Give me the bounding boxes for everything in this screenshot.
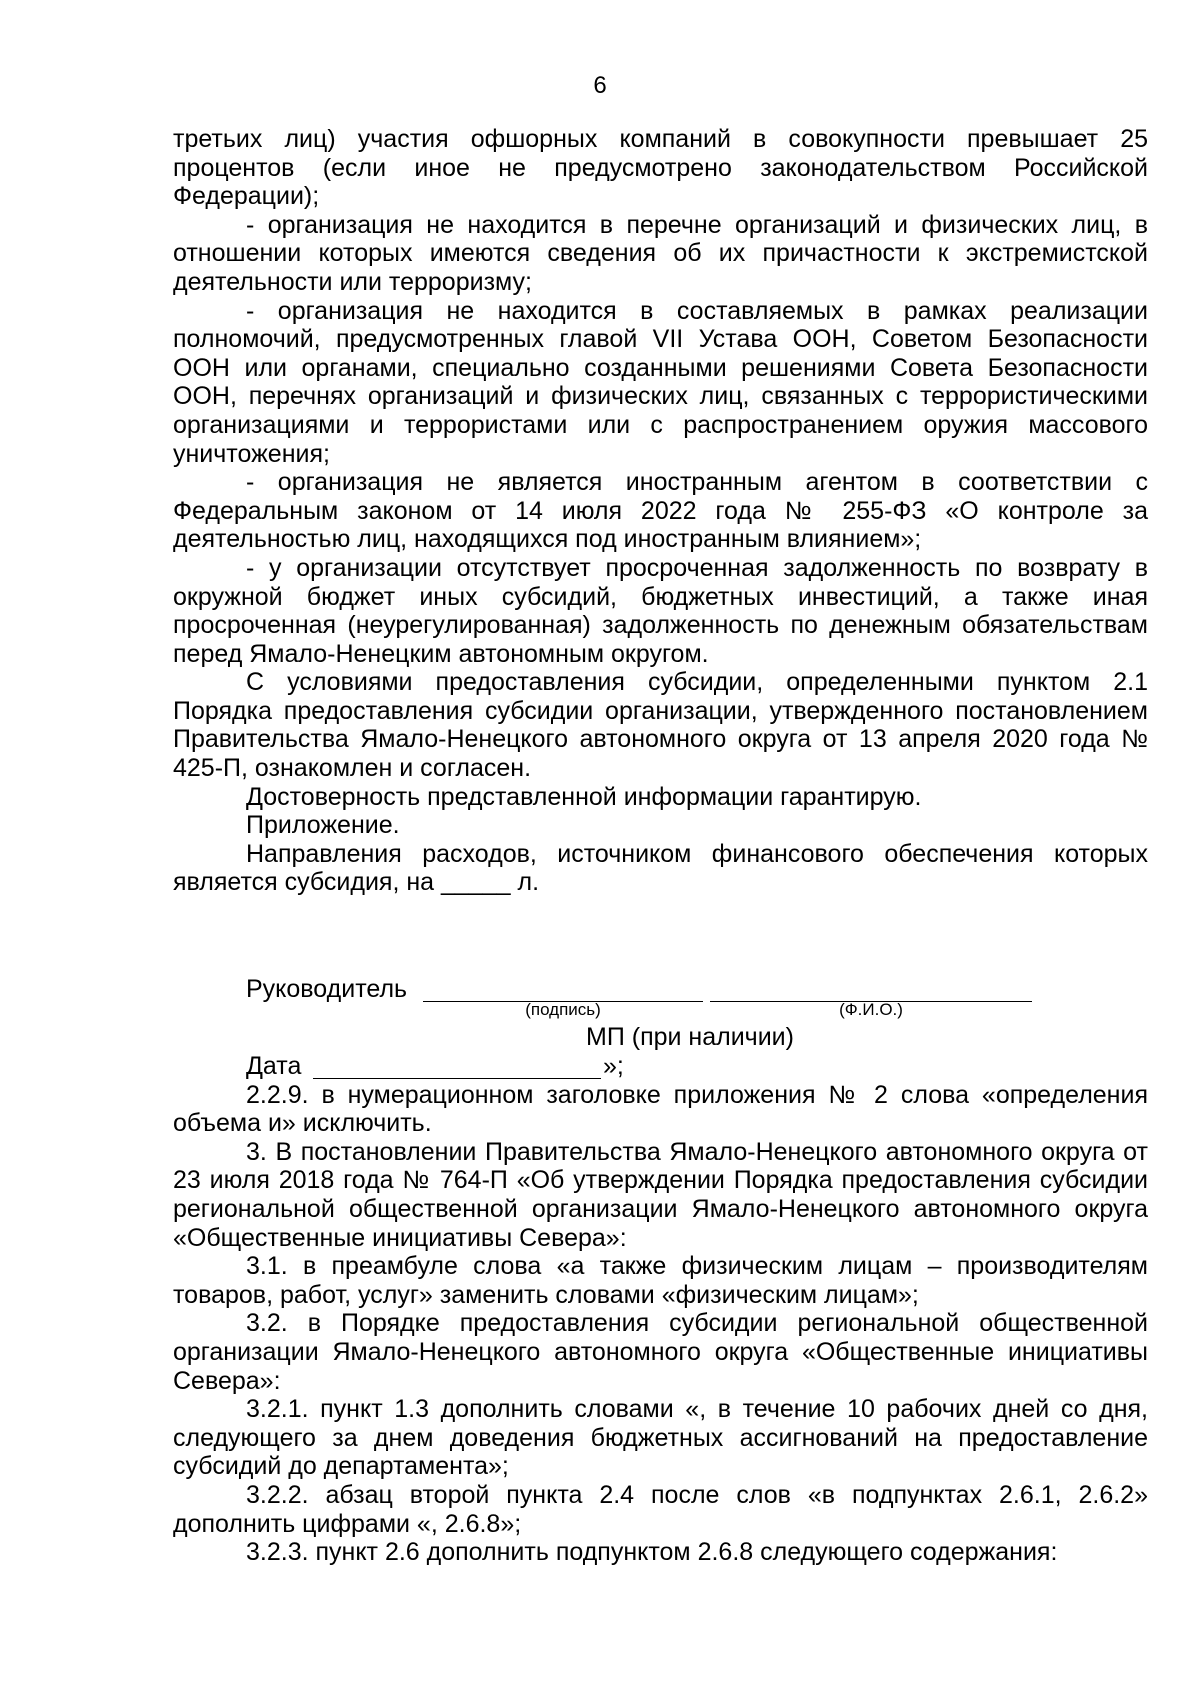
amendment-paragraph: 3.1. в преамбуле слова «а также физическим лицам – производителям товаров, работ, услуг» заменить словами «физическим лицам»; <box>173 1252 1148 1309</box>
signature-captions <box>173 1000 1148 1023</box>
paragraph: - организация не является иностранным агентом в соответствии с Федеральным законом от 14 июля 2022 года № 255-ФЗ «О контроле за деятельностью лиц, находящихся под иностранным влиянием»; <box>173 468 1148 554</box>
signature-label: Руководитель <box>246 975 408 1004</box>
amendment-paragraph: 3.2.2. абзац второй пункта 2.4 после слов «в подпунктах 2.6.1, 2.6.2» дополнить цифрами «, 2.6.8»; <box>173 1480 1148 1538</box>
date-line <box>313 1052 601 1079</box>
name-caption: (Ф.И.О.) <box>839 1000 903 1020</box>
date-row <box>173 1052 1148 1081</box>
paragraph: - организация не находится в составляемых в рамках реализации полномочий, предусмотренных главой VII Устава ООН, Советом Безопасности ООН или органами, специально созданными решениями Совета Безопасности ООН, перечнях организаций и физических лиц, связанных с террористическими организациями и террористами или с распространением оружия массового уничтожения; <box>173 296 1148 468</box>
paragraph: С условиями предоставления субсидии, определенными пунктом 2.1 Порядка предоставления субсидии организации, утвержденного постановлением Правительства Ямало-Ненецкого автономного округа от 13 апреля 2020 года № 425-П, ознакомлен и согласен. <box>173 668 1148 783</box>
signature-line <box>423 975 703 1002</box>
paragraph: Приложение. <box>246 811 400 840</box>
paragraph: - организация не находится в перечне организаций и физических лиц, в отношении которых имеются сведения об их причастности к экстремистской деятельности или терроризму; <box>173 210 1148 296</box>
date-tail: »; <box>603 1051 624 1080</box>
name-line <box>710 975 1032 1002</box>
paragraph: - у организации отсутствует просроченная задолженность по возврату в окружной бюджет иных субсидий, бюджетных инвестиций, а также иная просроченная (неурегулированная) задолженность по денежным обязательствам перед Ямало-Ненецким автономным округом. <box>173 553 1148 668</box>
paragraph: Направления расходов, источником финансового обеспечения которых является субсидия, на _____ л. <box>173 839 1148 897</box>
amendment-paragraph: 2.2.9. в нумерационном заголовке приложения № 2 слова «определения объема и» исключить. <box>173 1080 1148 1138</box>
stamp-label: МП (при наличии) <box>586 1023 794 1052</box>
paragraph: третьих лиц) участия офшорных компаний в совокупности превышает 25 процентов (если иное не предусмотрено законодательством Российской Федерации); <box>173 125 1148 211</box>
paragraph: Достоверность представленной информации гарантирую. <box>246 782 922 811</box>
document-body <box>173 125 1148 1567</box>
date-label: Дата <box>246 1051 302 1080</box>
spacer <box>173 897 1148 975</box>
amendment-paragraph: 3.2.3. пункт 2.6 дополнить подпунктом 2.6.8 следующего содержания: <box>246 1538 1058 1567</box>
page-number: 6 <box>593 72 607 99</box>
amendment-paragraph: 3.2.1. пункт 1.3 дополнить словами «, в течение 10 рабочих дней со дня, следующего за днем доведения бюджетных ассигнований на предоставление субсидий до департамента»; <box>173 1395 1148 1481</box>
amendment-paragraph: 3.2. в Порядке предоставления субсидии региональной общественной организации Ямало-Ненецкого автономного округа «Общественные инициативы Севера»: <box>173 1309 1148 1395</box>
amendment-paragraph: 3. В постановлении Правительства Ямало-Ненецкого автономного округа от 23 июля 2018 года № 764-П «Об утверждении Порядка предоставления субсидии региональной общественной организации Ямало-Ненецкого автономного округа «Общественные инициативы Севера»: <box>173 1137 1148 1252</box>
signature-caption: (подпись) <box>525 1000 601 1020</box>
